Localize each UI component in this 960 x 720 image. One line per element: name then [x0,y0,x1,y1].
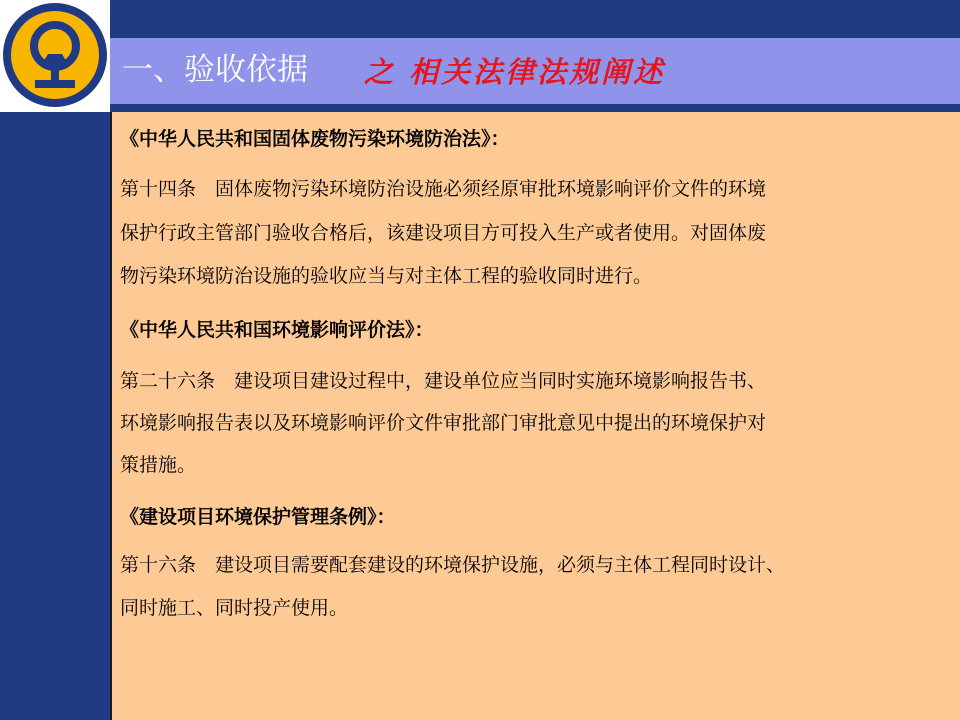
text-line: 策措施。 [120,454,197,476]
text-line: 第二十六条 建设项目建设过程中，建设单位应当同时实施环境影响报告书、 [120,370,767,392]
text-line: 第十六条 建设项目需要配套建设的环境保护设施，必须与主体工程同时设计、 [120,554,786,576]
railway-logo-icon [2,2,108,108]
page-subtitle: 之 相关法律法规阐述 [364,55,666,89]
text-line: 保护行政主管部门验收合格后，该建设项目方可投入生产或者使用。对固体废 [120,222,767,244]
page-title: 一、验收依据 [122,52,308,88]
left-strip [0,112,110,720]
text-line: 同时施工、同时投产使用。 [120,597,349,619]
title-divider [110,104,960,112]
section-heading-eia-law: 《中华人民共和国环境影响评价法》： [120,319,434,341]
text-line: 物污染环境防治设施的验收应当与对主体工程的验收同时进行。 [120,265,653,287]
logo-panel [0,0,110,112]
section-heading-solid-waste-law: 《中华人民共和国固体废物污染环境防治法》： [120,128,510,150]
top-bar [0,0,960,38]
section-heading-regulation: 《建设项目环境保护管理条例》： [120,506,396,528]
text-line: 环境影响报告表以及环境影响评价文件审批部门审批意见中提出的环境保护对 [120,412,767,434]
text-line: 第十四条 固体废物污染环境防治设施必须经原审批环境影响评价文件的环境 [120,178,767,200]
